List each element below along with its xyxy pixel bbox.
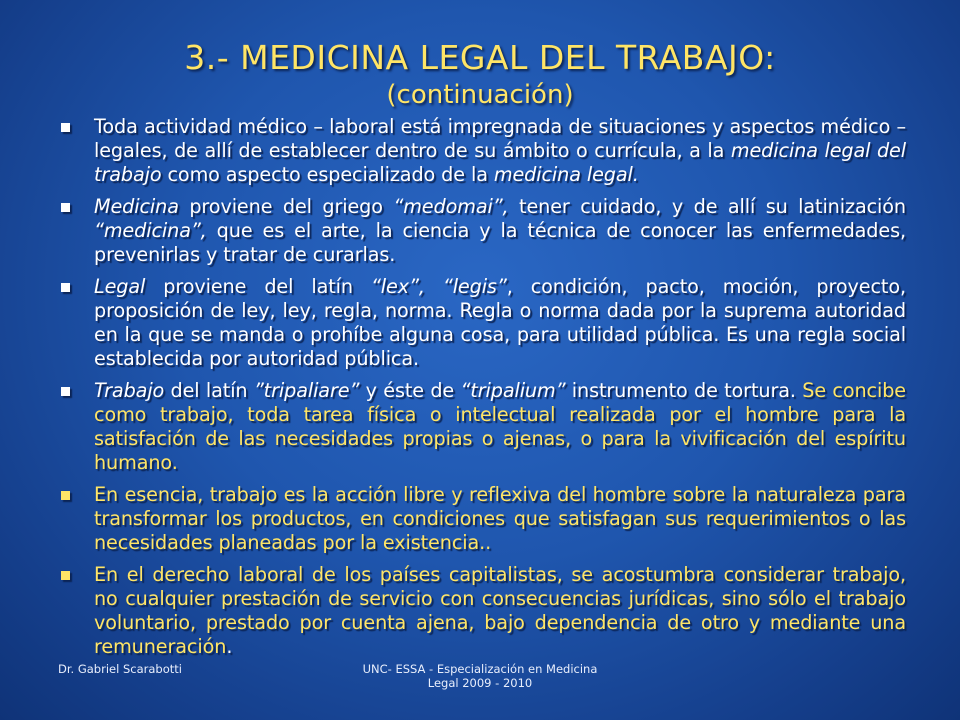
bullet-list <box>58 115 906 667</box>
square-bullet-icon <box>61 491 70 500</box>
square-bullet-icon <box>61 283 70 292</box>
square-bullet-icon <box>61 123 70 132</box>
title-main: 3.- MEDICINA LEGAL DEL TRABAJO: <box>184 38 776 77</box>
slide-title <box>0 38 960 110</box>
bullet-item: Legal proviene del latín “lex”, “legis”, condición, pacto, moción, proyecto, proposición de ley, ley, regla, norma. Regla o norma dada por la suprema autoridad en la que se manda o prohíbe alguna cosa, para utilidad pública. Es una regla social establecida por autoridad pública. <box>58 275 906 371</box>
footer-author: Dr. Gabriel Scarabotti <box>58 662 182 676</box>
bullet-item: Trabajo del latín ”tripaliare” y éste de “tripalium” instrumento de tortura. Se concibe como trabajo, toda tarea física o intelectual realizada por el hombre para la satisfación de las necesidades propias o ajenas, o para la vivificación del espíritu humano. <box>58 379 906 475</box>
square-bullet-icon <box>61 203 70 212</box>
bullet-item: En el derecho laboral de los países capitalistas, se acostumbra considerar trabajo, no cualquier prestación de servicio con consecuencias jurídicas, sino sólo el trabajo voluntario, prestado por cuenta ajena, bajo dependencia de otro y mediante una remuneración. <box>58 563 906 659</box>
square-bullet-icon <box>61 387 70 396</box>
footer-course <box>320 662 640 690</box>
square-bullet-icon <box>61 571 70 580</box>
bullet-item: Toda actividad médico – laboral está impregnada de situaciones y aspectos médico – legales, de allí de establecer dentro de su ámbito o currícula, a la medicina legal del trabajo como aspecto especializado de la medicina legal. <box>58 115 906 187</box>
bullet-item: En esencia, trabajo es la acción libre y reflexiva del hombre sobre la naturaleza para transformar los productos, en condiciones que satisfagan sus requerimientos o las necesidades planeadas por la existencia.. <box>58 483 906 555</box>
footer-course-line1: UNC- ESSA - Especialización en Medicina <box>362 662 598 676</box>
title-subtitle: (continuación) <box>386 80 574 110</box>
footer-course-line2: Legal 2009 - 2010 <box>427 676 533 690</box>
bullet-item: Medicina proviene del griego “medomai”, tener cuidado, y de allí su latinización “medicina”, que es el arte, la ciencia y la técnica de conocer las enfermedades, prevenirlas y tratar de curarlas. <box>58 195 906 267</box>
